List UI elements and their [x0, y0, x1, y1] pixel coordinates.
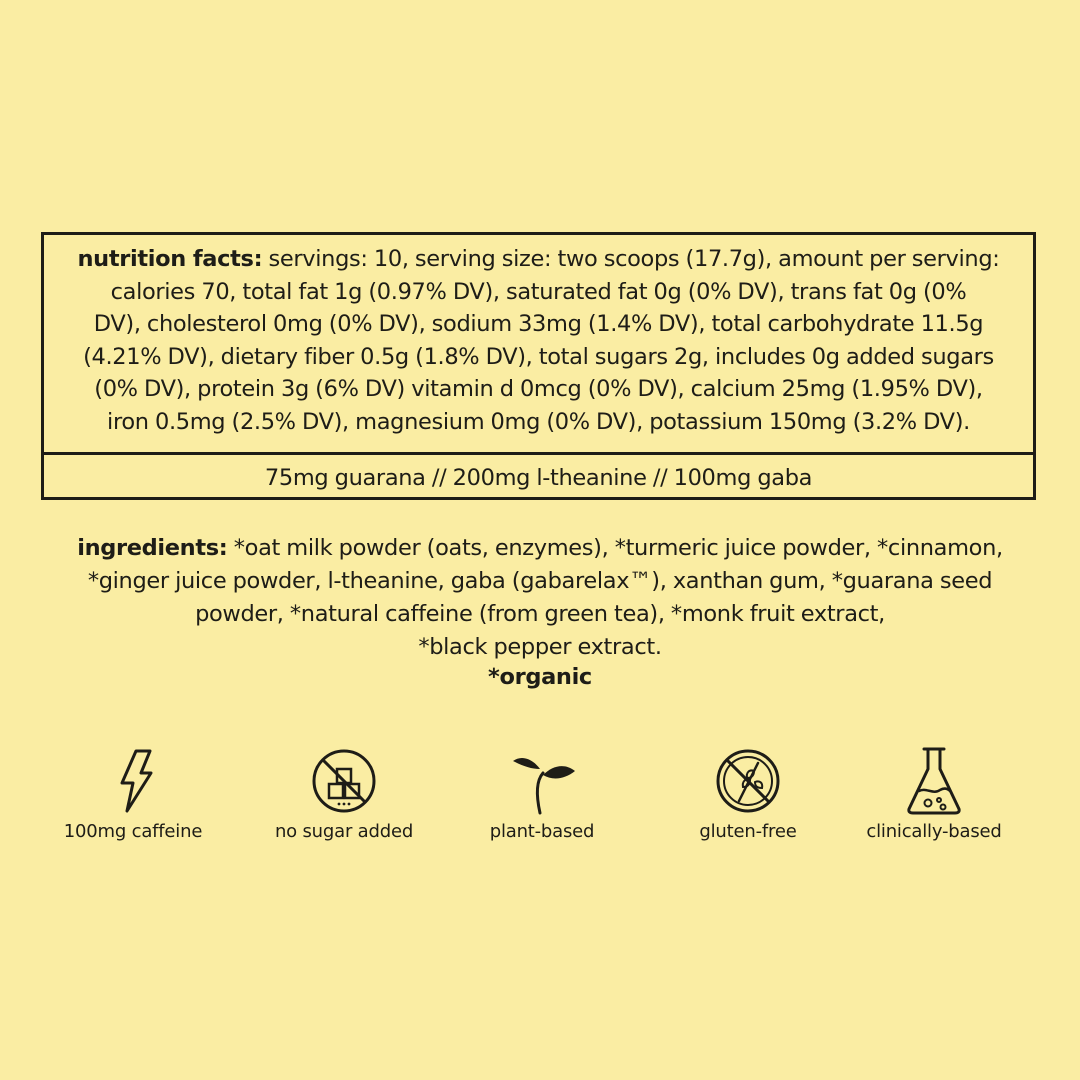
- feature-badge-plant-based: [442, 745, 642, 855]
- nutrition-line-6: iron 0.5mg (2.5% DV), magnesium 0mg (0% DV), potassium 150mg (3.2% DV).: [107, 408, 970, 435]
- feature-badge-caffeine: [33, 745, 233, 855]
- lightning-bolt-icon: [94, 745, 172, 817]
- ingredients-line-2: *ginger juice powder, l-theanine, gaba (gabarelax™), xanthan gum, *guarana seed: [87, 568, 993, 594]
- active-ingredients-row: 75mg guarana // 200mg l-theanine // 100mg gaba: [264, 464, 813, 491]
- feature-label-plant-based: plant-based: [489, 821, 595, 842]
- nutrition-line-1: servings: 10, serving size: two scoops (17.7g), amount per serving:: [262, 246, 1000, 272]
- ingredients-line-3: powder, *natural caffeine (from green tea), *monk fruit extract,: [195, 601, 885, 627]
- ingredients-line-4: *black pepper extract.: [418, 634, 662, 660]
- feature-label-caffeine: 100mg caffeine: [63, 821, 203, 842]
- nutrition-line-2: calories 70, total fat 1g (0.97% DV), saturated fat 0g (0% DV), trans fat 0g (0%: [110, 278, 967, 305]
- ingredients-line-1: *oat milk powder (oats, enzymes), *turmeric juice powder, *cinnamon,: [227, 535, 1003, 561]
- no-sugar-icon: [305, 745, 383, 817]
- sprout-icon: [503, 745, 581, 817]
- feature-badge-no-sugar: [244, 745, 444, 855]
- ingredients-section: [20, 532, 1060, 664]
- feature-label-no-sugar: no sugar added: [274, 821, 414, 842]
- nutrition-facts-text: [44, 235, 1033, 455]
- ingredients-line: [20, 532, 1060, 565]
- gluten-free-icon: [709, 745, 787, 817]
- nutrition-line-4: (4.21% DV), dietary fiber 0.5g (1.8% DV), total sugars 2g, includes 0g added sugars: [83, 343, 994, 370]
- nutrition-facts-line: [54, 243, 1023, 276]
- feature-badge-clinically-based: [834, 745, 1034, 855]
- nutrition-line-5: (0% DV), protein 3g (6% DV) vitamin d 0mcg (0% DV), calcium 25mg (1.95% DV),: [94, 376, 983, 402]
- feature-label-clinically-based: clinically-based: [866, 821, 1002, 842]
- flask-icon: [895, 745, 973, 817]
- ingredients-label: ingredients:: [77, 535, 228, 561]
- nutrition-line-3: DV), cholesterol 0mg (0% DV), sodium 33mg (1.4% DV), total carbohydrate 11.5g: [93, 311, 984, 337]
- organic-note: *organic: [488, 664, 592, 690]
- nutrition-facts-panel: [41, 232, 1036, 500]
- feature-label-gluten-free: gluten-free: [699, 821, 797, 842]
- nutrition-facts-label: nutrition facts:: [77, 246, 263, 272]
- feature-badge-gluten-free: [648, 745, 848, 855]
